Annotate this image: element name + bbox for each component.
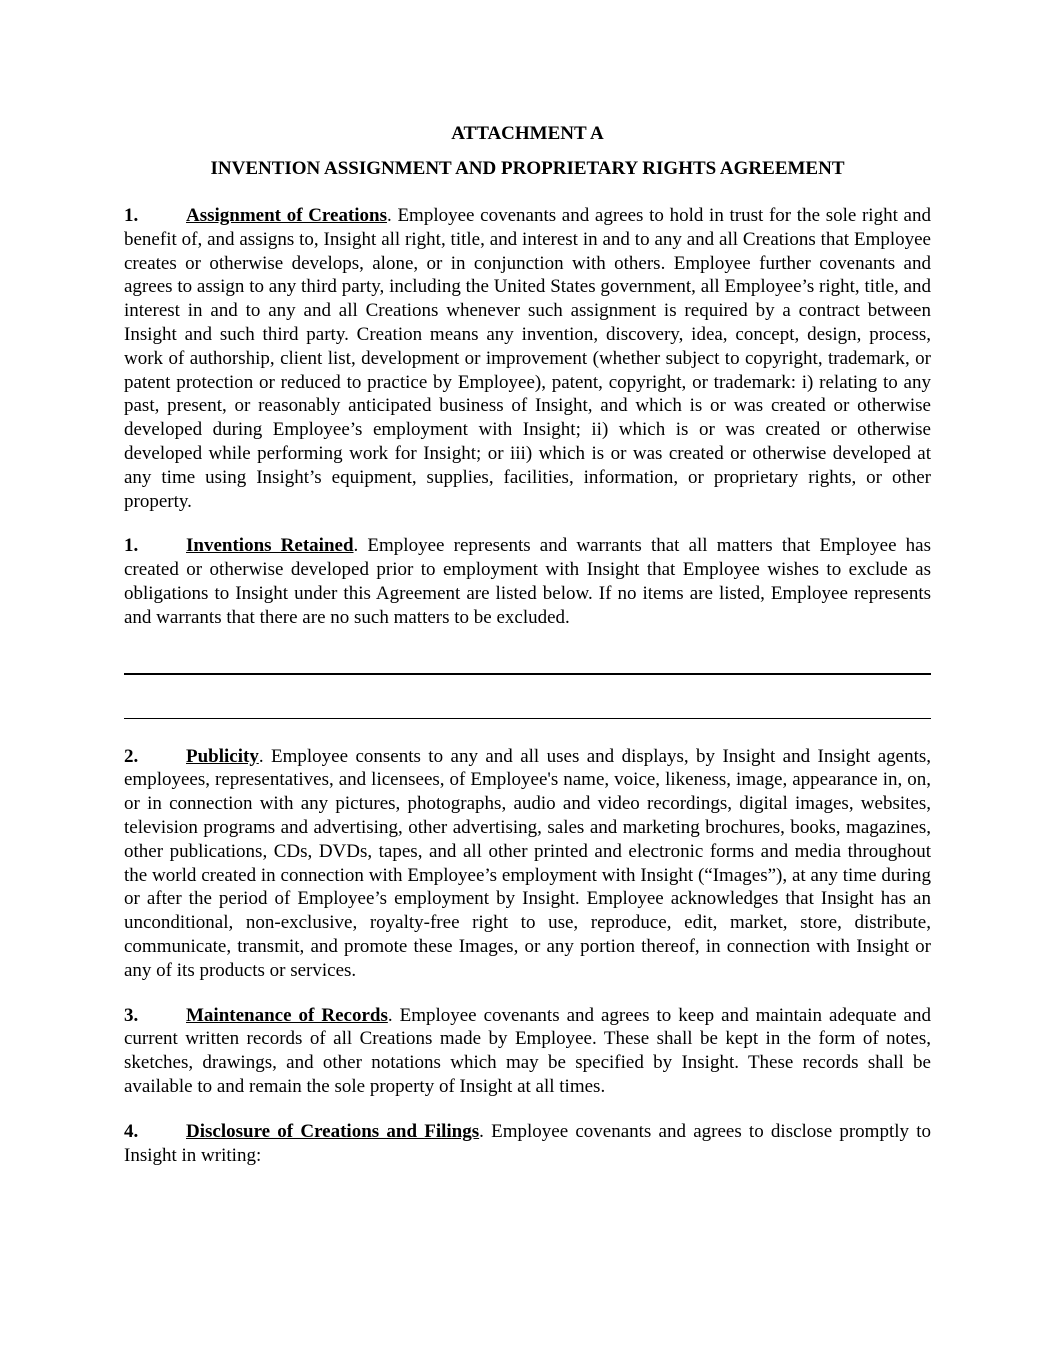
document-page xyxy=(124,122,931,1167)
inventions-blank-line-2[interactable] xyxy=(124,718,931,719)
section-number: 2. xyxy=(124,745,139,767)
section-title: Assignment of Creations xyxy=(186,205,388,226)
section-body: . Employee consents to any and all uses and displays, by Insight and Insight agents, employees, representatives, and licensees, of Employee's name, voice, likeness, image, appearance in, on, or in connection with any pictures, photographs, audio and video recordings, digital images, websites, television programs and advertising, other advertising, sales and marketing brochures, books, magazines, other publications, CDs, DVDs, tapes, and all other printed and electronic forms and media throughout the world created in connection with Employee’s employment with Insight (“Images”), at any time during or after the period of Employee’s employment by Insight. Employee acknowledges that Insight has an unconditional, non-exclusive, royalty-free right to use, reproduce, edit, market, store, distribute, communicate, transmit, and promote these Images, or any portion thereof, in connection with Insight or any of its products or services. xyxy=(124,745,931,981)
section-title: Publicity xyxy=(186,745,259,767)
section-title: Maintenance of Records xyxy=(186,1004,388,1026)
section-number: 4. xyxy=(124,1120,139,1142)
section-number: 3. xyxy=(124,1004,139,1026)
section-body: . Employee represents and warrants that all matters that Employee has created or otherwise developed prior to employment with Insight that Employee wishes to exclude as obligations to Insight under this Agreement are listed below. If no items are listed, Employee represents and warrants that there are no such matters to be excluded. xyxy=(124,535,931,628)
section-body: . Employee covenants and agrees to hold in trust for the sole right and benefit of, and assigns to, Insight all right, title, and interest in and to any and all Creations that Employee creates or otherwise develops, alone, or in conjunction with others. Employee further covenants and agrees to assign to any third party, including the United States government, all Employee’s right, title, and interest in and to any and all Creations whenever such assignment is required by a contract between Insight and such third party. Creation means any invention, discovery, idea, concept, design, process, work of authorship, client list, development or improvement (whether subject to copyright, trademark, or patent protection or reduced to practice by Employee), patent, copyright, or trademark: i) relating to any past, present, or reasonably anticipated business of Insight, and which is or was created or otherwise developed during Employee’s employment with Insight; ii) which is or was created or otherwise developed while performing work for Insight; or iii) which is or was created or otherwise developed at any time using Insight’s equipment, supplies, facilities, information, or proprietary rights, or other property. xyxy=(124,205,931,512)
section-disclosure-of-creations xyxy=(124,1120,931,1168)
section-number: 1. xyxy=(124,535,139,557)
section-assignment-of-creations xyxy=(124,204,931,513)
section-body: . Employee covenants and agrees to disclose promptly to Insight in writing: xyxy=(124,1120,932,1166)
section-body: . Employee covenants and agrees to keep and maintain adequate and current written records of all Creations made by Employee. These shall be kept in the form of notes, sketches, drawings, and other notations which may be specified by Insight. These records shall be available to and remain the sole property of Insight at all times. xyxy=(124,1004,931,1097)
section-title: Disclosure of Creations and Filings xyxy=(186,1120,480,1142)
section-title: Inventions Retained xyxy=(186,535,354,557)
inventions-blank-line-1[interactable] xyxy=(124,673,931,675)
section-publicity xyxy=(124,745,931,983)
agreement-title: INVENTION ASSIGNMENT AND PROPRIETARY RIGHTS AGREEMENT xyxy=(210,158,845,179)
section-inventions-retained xyxy=(124,534,931,629)
section-maintenance-of-records xyxy=(124,1004,931,1099)
attachment-title: ATTACHMENT A xyxy=(451,123,604,144)
section-number: 1. xyxy=(124,205,139,226)
